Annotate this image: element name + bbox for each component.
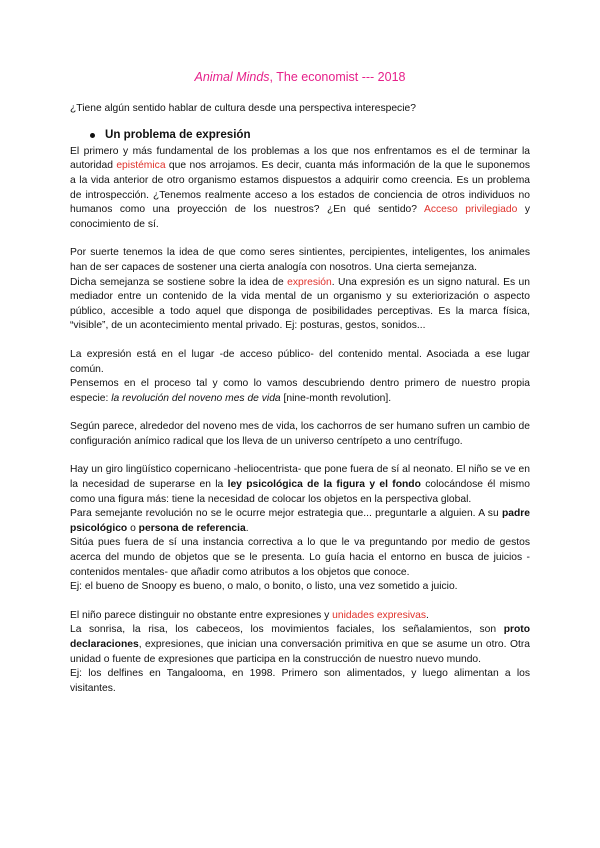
p8-text-a: Para semejante revolución no se le ocurre mejor estrategia que... preguntarle a alguien. A su	[70, 508, 502, 520]
title-italic: Animal Minds	[194, 70, 270, 84]
document-page	[70, 70, 530, 696]
p8-bold-persona: persona de referencia	[138, 522, 246, 534]
p3-text-b: . Una expresión es un signo natural. Es un mediador entre un contenido de la vida mental de un organismo y su exteriorización o aspecto público, accesible a todo aquel que disponga de posibilidades perceptivas. Es la marca física, “visible”, de un acontecimiento mental privado. Ej: posturas, gestos, sonidos...	[70, 276, 530, 332]
p1-highlight-acceso: Acceso privilegiado	[423, 204, 518, 216]
p5-italic: la revolución del noveno mes de vida	[111, 392, 281, 404]
p5-text-b: [nine-month revolution].	[280, 392, 392, 404]
p5-text-a: Pensemos en el proceso tal y como lo vamos descubriendo dentro primero de nuestro propia especie:	[70, 378, 530, 404]
paragraph-6: Según parece, alrededor del noveno mes de vida, los cachorros de ser humano sufren un cambio de configuración anímico radical que los lleva de un universo centrípeto a uno centrífugo.	[70, 421, 530, 447]
paragraph-10: Ej: el bueno de Snoopy es bueno, o malo, o bonito, o listo, una vez sometido a juicio.	[70, 581, 458, 593]
paragraph-11	[70, 609, 530, 624]
paragraph-8	[70, 507, 530, 536]
paragraph-5	[70, 377, 530, 406]
p3-highlight-expresion: expresión	[287, 276, 332, 288]
section-heading	[70, 128, 530, 143]
p1-text-a: El primero y más fundamental de los problemas a los que nos enfrentamos es el de terminar la autoridad	[70, 145, 530, 172]
paragraph-2: Por suerte tenemos la idea de que como seres sintientes, percipientes, inteligentes, los animales han de ser capaces de sostener una cierta analogía con nosotros. Una cierta semejanza.	[70, 247, 530, 273]
document-title	[70, 70, 530, 85]
paragraph-4: La expresión está en el lugar -de acceso público- del contenido mental. Asociada a ese lugar común.	[70, 348, 530, 375]
p1-highlight-epistemica: epistémica	[116, 160, 166, 172]
p7-text-b: colocándose él mismo como una figura más: tiene la necesidad de colocar los objetos en la perspectiva global.	[70, 479, 530, 505]
paragraph-3	[70, 276, 530, 334]
paragraph-13: Ej: los delfines en Tangalooma, en 1998. Primero son alimentados, y luego alimentan a los visitantes.	[70, 668, 530, 694]
p1-text-b: que nos arrojamos. Es decir, cuanta más información de la que le suponemos a la vida anterior de otro organismo estamos dispuestos a adquirir como creencia. Es un problema de introspección. ¿Tenemos realmente acceso a los estados de conciencia de otros individuos no humanos como una proyección de los nuestros? ¿En qué sentido?	[70, 160, 530, 216]
p8-text-b: .	[245, 522, 249, 534]
paragraph-1	[70, 145, 530, 233]
p12-text-b: , expresiones, que inician una conversación primitiva en que se asume un otro. Otra unidad o fuente de expresiones que participa en la construcción de nuestro nuevo mundo.	[70, 639, 530, 665]
p12-bold: proto declaraciones	[70, 624, 530, 650]
p3-text-a: Dicha semejanza se sostiene sobre la idea de	[70, 276, 288, 288]
p8-bold-padre: padre psicológico	[70, 508, 530, 534]
section-heading-text: Un problema de expresión	[105, 128, 251, 142]
paragraph-12	[70, 623, 530, 667]
title-rest: , The economist --- 2018	[269, 70, 406, 84]
paragraph-9: Sitúa pues fuera de sí una instancia correctiva a lo que le va preguntando por medio de gestos acerca del mundo de objetos que se le presenta. Lo guía hacia el entorno en busca de juicios -contenidos mentales- que añadir como atributos a los objetos que conoce.	[70, 537, 530, 578]
intro-question: ¿Tiene algún sentido hablar de cultura desde una perspectiva interespecie?	[70, 102, 416, 114]
paragraph-7	[70, 463, 530, 507]
p7-bold: ley psicológica de la figura y el fondo	[227, 479, 421, 491]
bullet-icon	[90, 133, 95, 138]
p11-text-a: El niño parece distinguir no obstante entre expresiones y	[70, 609, 333, 621]
p11-text-b: .	[426, 609, 429, 621]
p1-text-c: y conocimiento de sí.	[70, 204, 530, 230]
p8-text-mid: o	[127, 522, 139, 534]
p11-highlight-unidades: unidades expresivas	[332, 609, 427, 621]
p7-text-a: Hay un giro lingüístico copernicano -heliocentrista- que pone fuera de sí al neonato. El niño se ve en la necesidad de superarse en la	[70, 464, 530, 491]
p12-text-a: La sonrisa, la risa, los cabeceos, los movimientos faciales, los señalamientos, son	[70, 624, 504, 636]
